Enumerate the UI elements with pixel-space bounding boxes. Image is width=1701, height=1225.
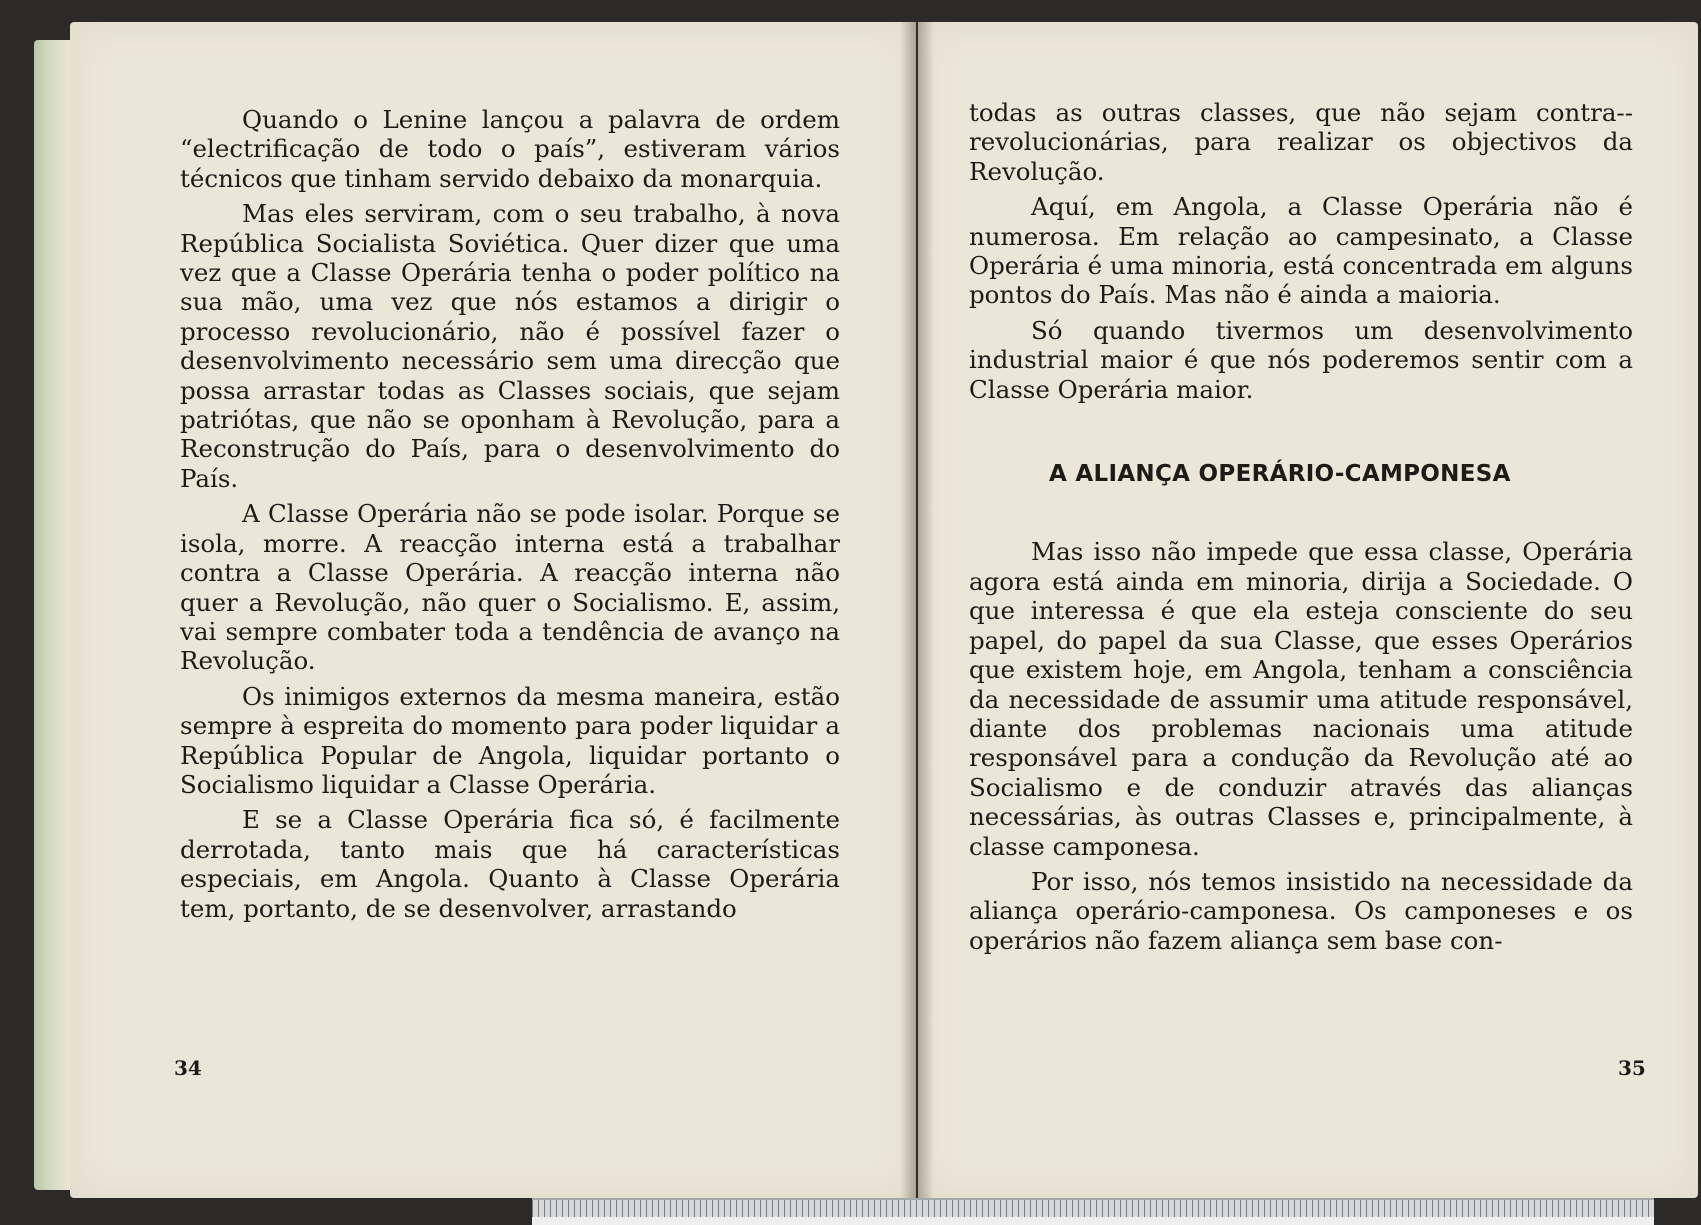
page-number: 34 (174, 1056, 202, 1080)
page-number: 35 (1618, 1056, 1646, 1080)
right-page (918, 22, 1698, 1198)
left-page (70, 22, 916, 1198)
continued-paragraph: todas as outras classes, que não sejam contra--revolucionárias, para realizar os objectivos da Revolução. (969, 98, 1633, 186)
paragraph: E se a Classe Operária fica só, é facilmente derrotada, tanto mais que há características especiais, em Angola. Quanto à Classe Operária tem, portanto, de se desenvolver, arrastando (180, 805, 840, 923)
book-gutter (900, 22, 934, 1198)
paragraph: Os inimigos externos da mesma maneira, estão sempre à espreita do momento para poder liquidar a República Popular de Angola, liquidar portanto o Socialismo liquidar a Classe Operária. (180, 681, 840, 799)
paragraph: Quando o Lenine lançou a palavra de ordem “electrificação de todo o país”, estiveram vários técnicos que tinham servido debaixo da monarquia. (180, 105, 840, 193)
open-book (34, 22, 1686, 1202)
paragraph: A Classe Operária não se pode isolar. Porque se isola, morre. A reacção interna está a trabalhar contra a Classe Operária. A reacção interna não quer a Revolução, não quer o Socialismo. E, assim, vai sempre combater toda a tendência de avanço na Revolução. (180, 499, 840, 676)
paragraph: Por isso, nós temos insistido na necessidade da aliança operário-camponesa. Os camponeses e os operários não fazem aliança sem base con- (969, 866, 1633, 955)
paragraph: Mas isso não impede que essa classe, Operária agora está ainda em minoria, dirija a Sociedade. O que interessa é que ela esteja consciente do seu papel, do papel da sua Classe, que esses Operários que existem hoje, em Angola, tenham a consciência da necessidade de assumir uma atitude responsável, diante dos problemas nacionais uma atitude responsável para a condução da Revolução até ao Socialismo e de conduzir através das alianças necessárias, às outras Classes e, principalmente, à classe camponesa. (969, 537, 1633, 861)
right-page-text (969, 98, 1633, 961)
left-page-text (180, 105, 840, 929)
paragraph: Só quando tivermos um desenvolvimento industrial maior é que nós poderemos sentir com a Classe Operária maior. (969, 315, 1633, 404)
paragraph: Mas eles serviram, com o seu trabalho, à nova República Socialista Soviética. Quer dizer que uma vez que a Classe Operária tenha o poder político na sua mão, uma vez que nós estamos a dirigir o processo revolucionário, não é possível fazer o desenvolvimento necessário sem uma direcção que possa arrastar todas as Classes sociais, que sejam patriótas, que não se oponham à Revolução, para a Reconstrução do País, para o desenvolvimento do País. (180, 199, 840, 493)
scale-ruler (532, 1198, 1654, 1225)
paragraph: Aquí, em Angola, a Classe Operária não é numerosa. Em relação ao campesinato, a Classe Operária é uma minoria, está concentrada em alguns pontos do País. Mas não é ainda a maioria. (969, 192, 1633, 310)
section-heading: A ALIANÇA OPERÁRIO-CAMPONESA (1049, 461, 1511, 488)
